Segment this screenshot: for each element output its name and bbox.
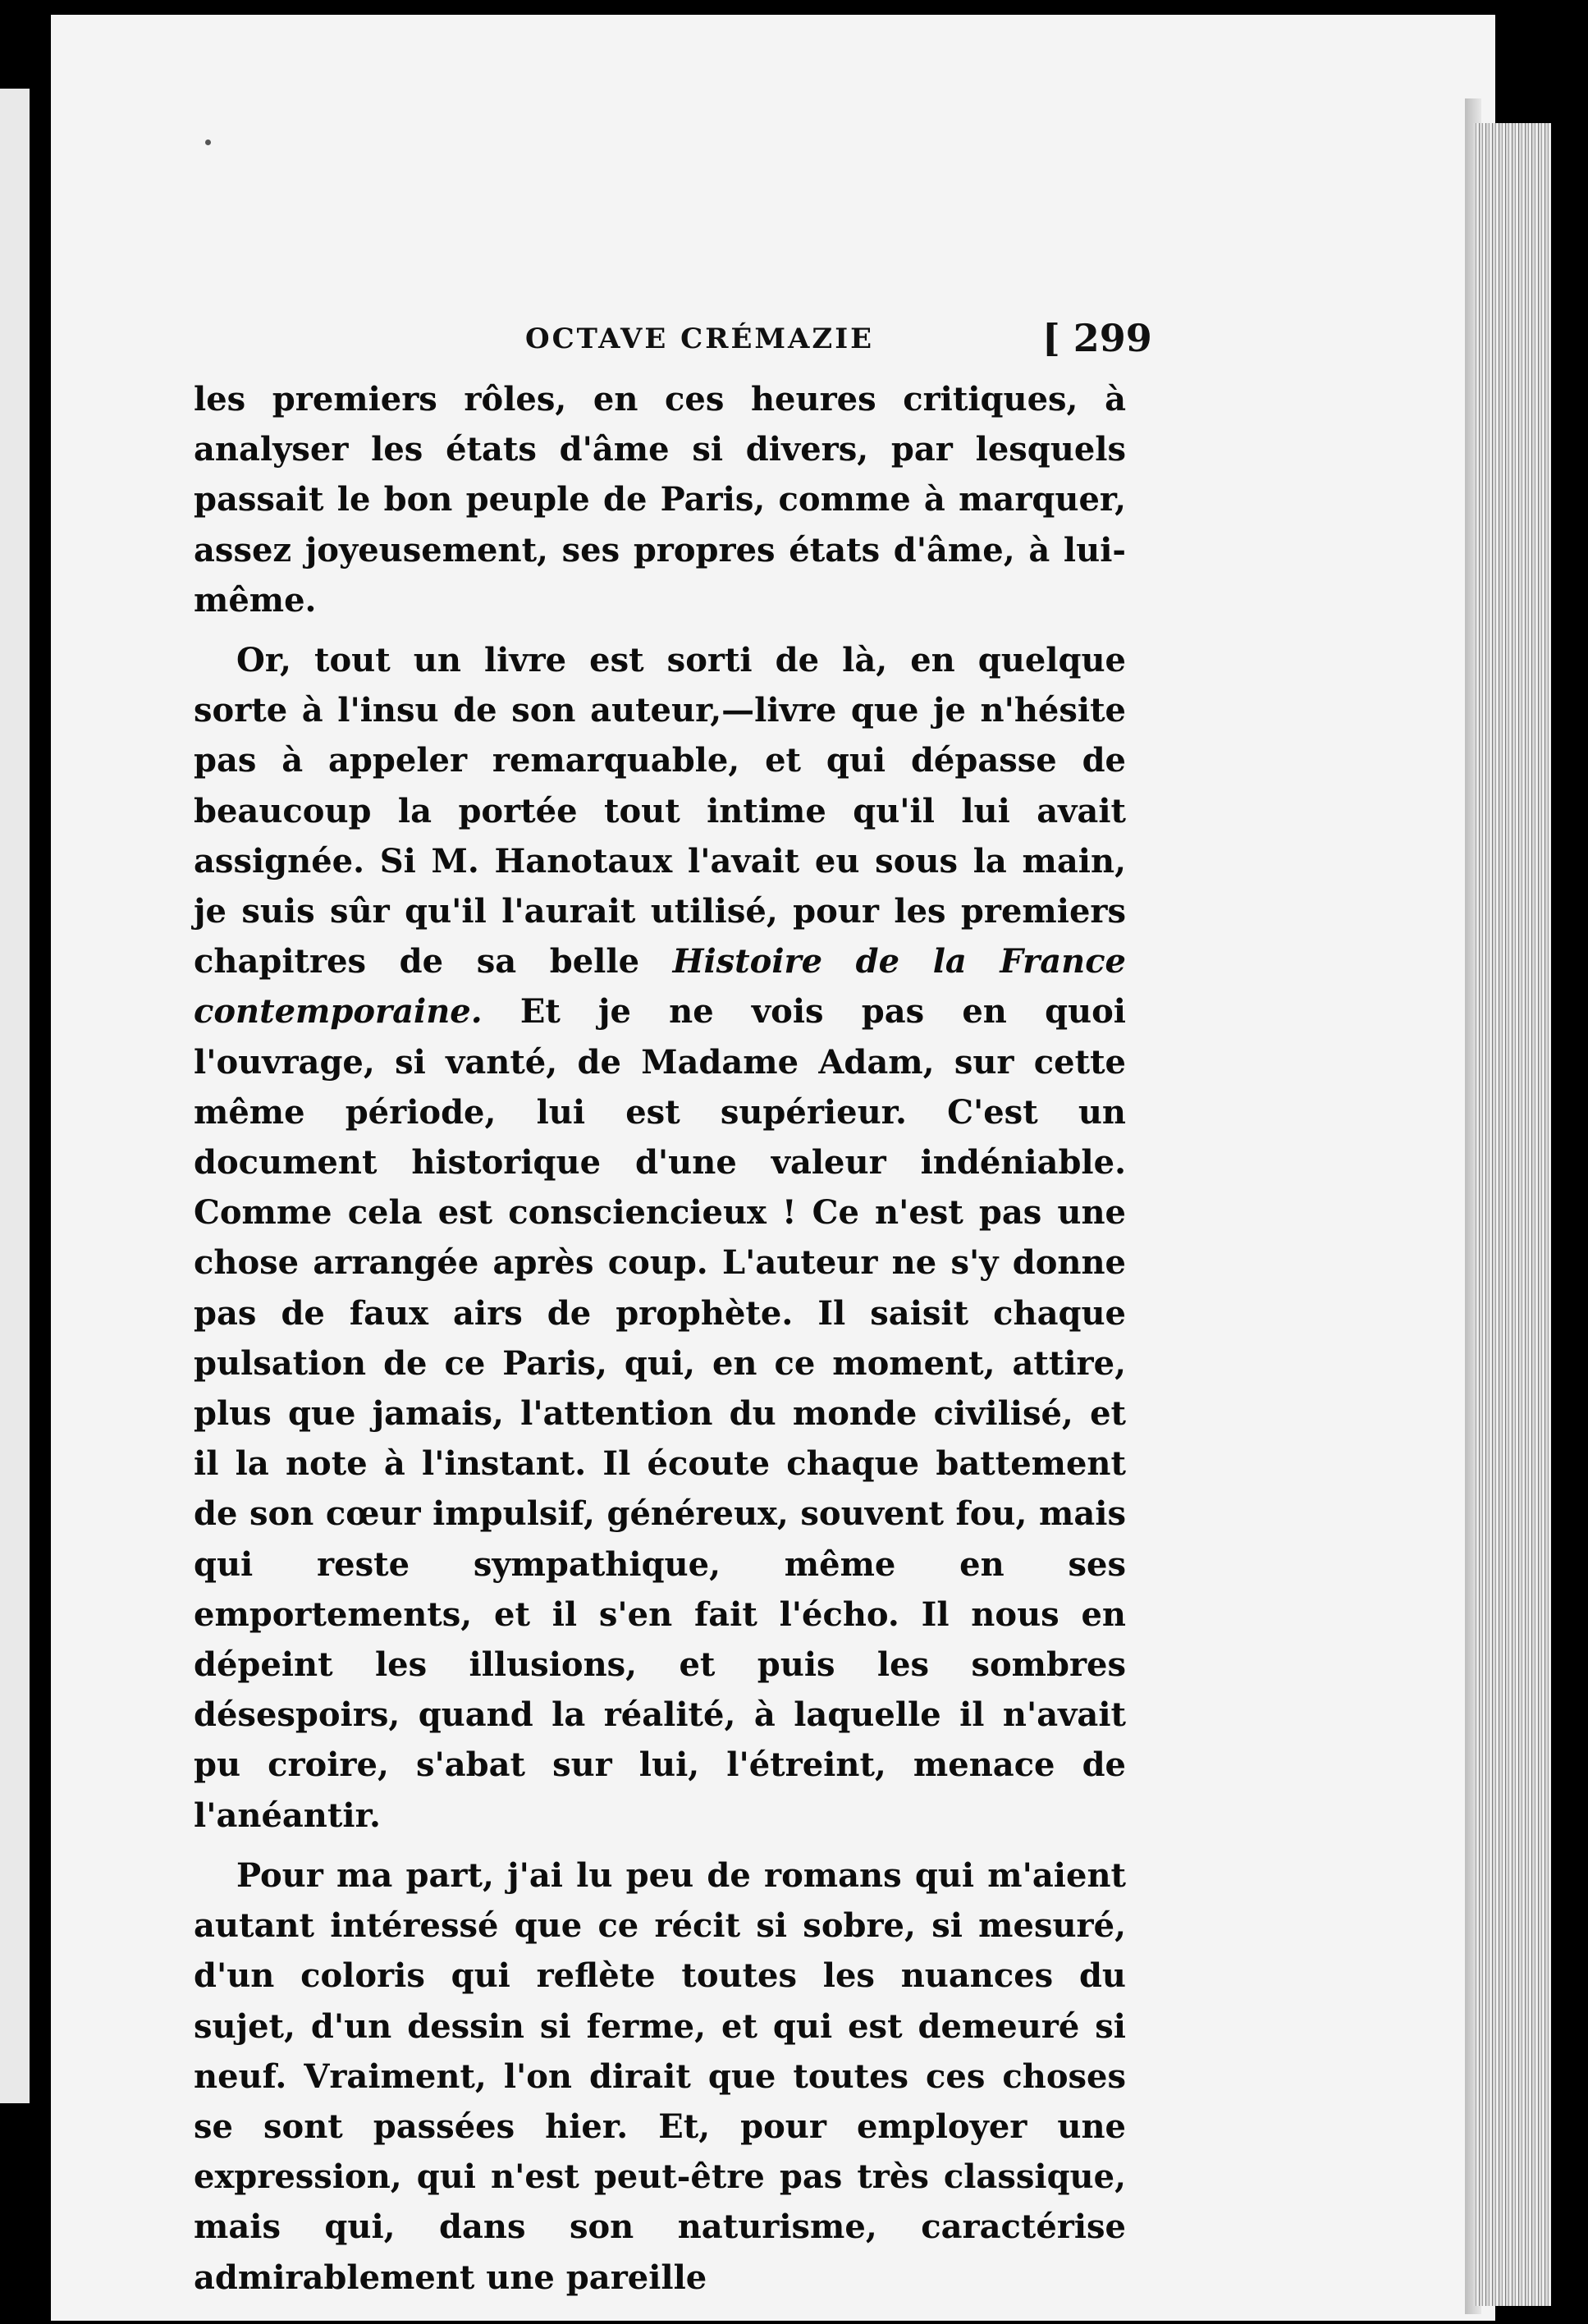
paragraph [194,635,1126,1841]
paragraph: les premiers rôles, en ces heures critiques, à analyser les états d'âme si divers, par lesquels passait le bon peuple de Paris, comme à marquer, assez joyeusement, ses propres états d'âme, à lui-même. [194,380,1126,620]
page-header [0,316,1588,365]
paragraph: Pour ma part, j'ai lu peu de romans qui m'aient autant intéressé que ce récit si sobre, si mesuré, d'un coloris qui reflète toutes les nuances du sujet, d'un dessin si ferme, et qui est demeuré si neuf. Vraiment, l'on dirait que toutes ces choses se sont passées hier. Et, pour employer une expression, qui n'est peut-être pas très classique, mais qui, dans son naturisme, caractérise admirablement une pareille [194,1855,1126,2297]
page-number: [ 299 [1042,316,1152,360]
scan-speck [205,140,211,145]
previous-page-edge [0,89,30,2103]
body-text [194,374,1126,2303]
paragraph-text-continued: Et je ne vois pas en quoi l'ouvrage, si vanté, de Madame Adam, sur cette même période, lui est supérieur. C'est un document historique d'une valeur indéniable. Comme cela est consciencieux ! Ce n'est pas une chose arrangée après coup. L'auteur ne s'y donne pas de faux airs de prophète. Il saisit chaque pulsation de ce Paris, qui, en ce moment, attire, plus que jamais, l'attention du monde civilisé, et il la note à l'instant. Il écoute chaque battement de son cœur impulsif, généreux, souvent fou, mais qui reste sympathique, même en ses emportements, et il s'en fait l'écho. Il nous en dépeint les illusions, et puis les sombres désespoirs, quand la réalité, à laquelle il n'avait pu croire, s'abat sur lui, l'étreint, menace de l'anéantir. [194,992,1126,1835]
paragraph-text: Or, tout un livre est sorti de là, en quelque sorte à l'insu de son auteur,—livre que je n'hésite pas à appeler remarquable, et qui dépasse de beaucoup la portée tout intime qu'il lui avait assignée. Si M. Hanotaux l'avait eu sous la main, je suis sûr qu'il l'aurait utilisé, pour les premiers chapitres de sa belle [194,641,1126,981]
running-head: OCTAVE CRÉMAZIE [525,323,875,355]
book-title: Histoire de la France contemporaine. [194,942,1127,1032]
page-stack-edges [1473,123,1551,2306]
